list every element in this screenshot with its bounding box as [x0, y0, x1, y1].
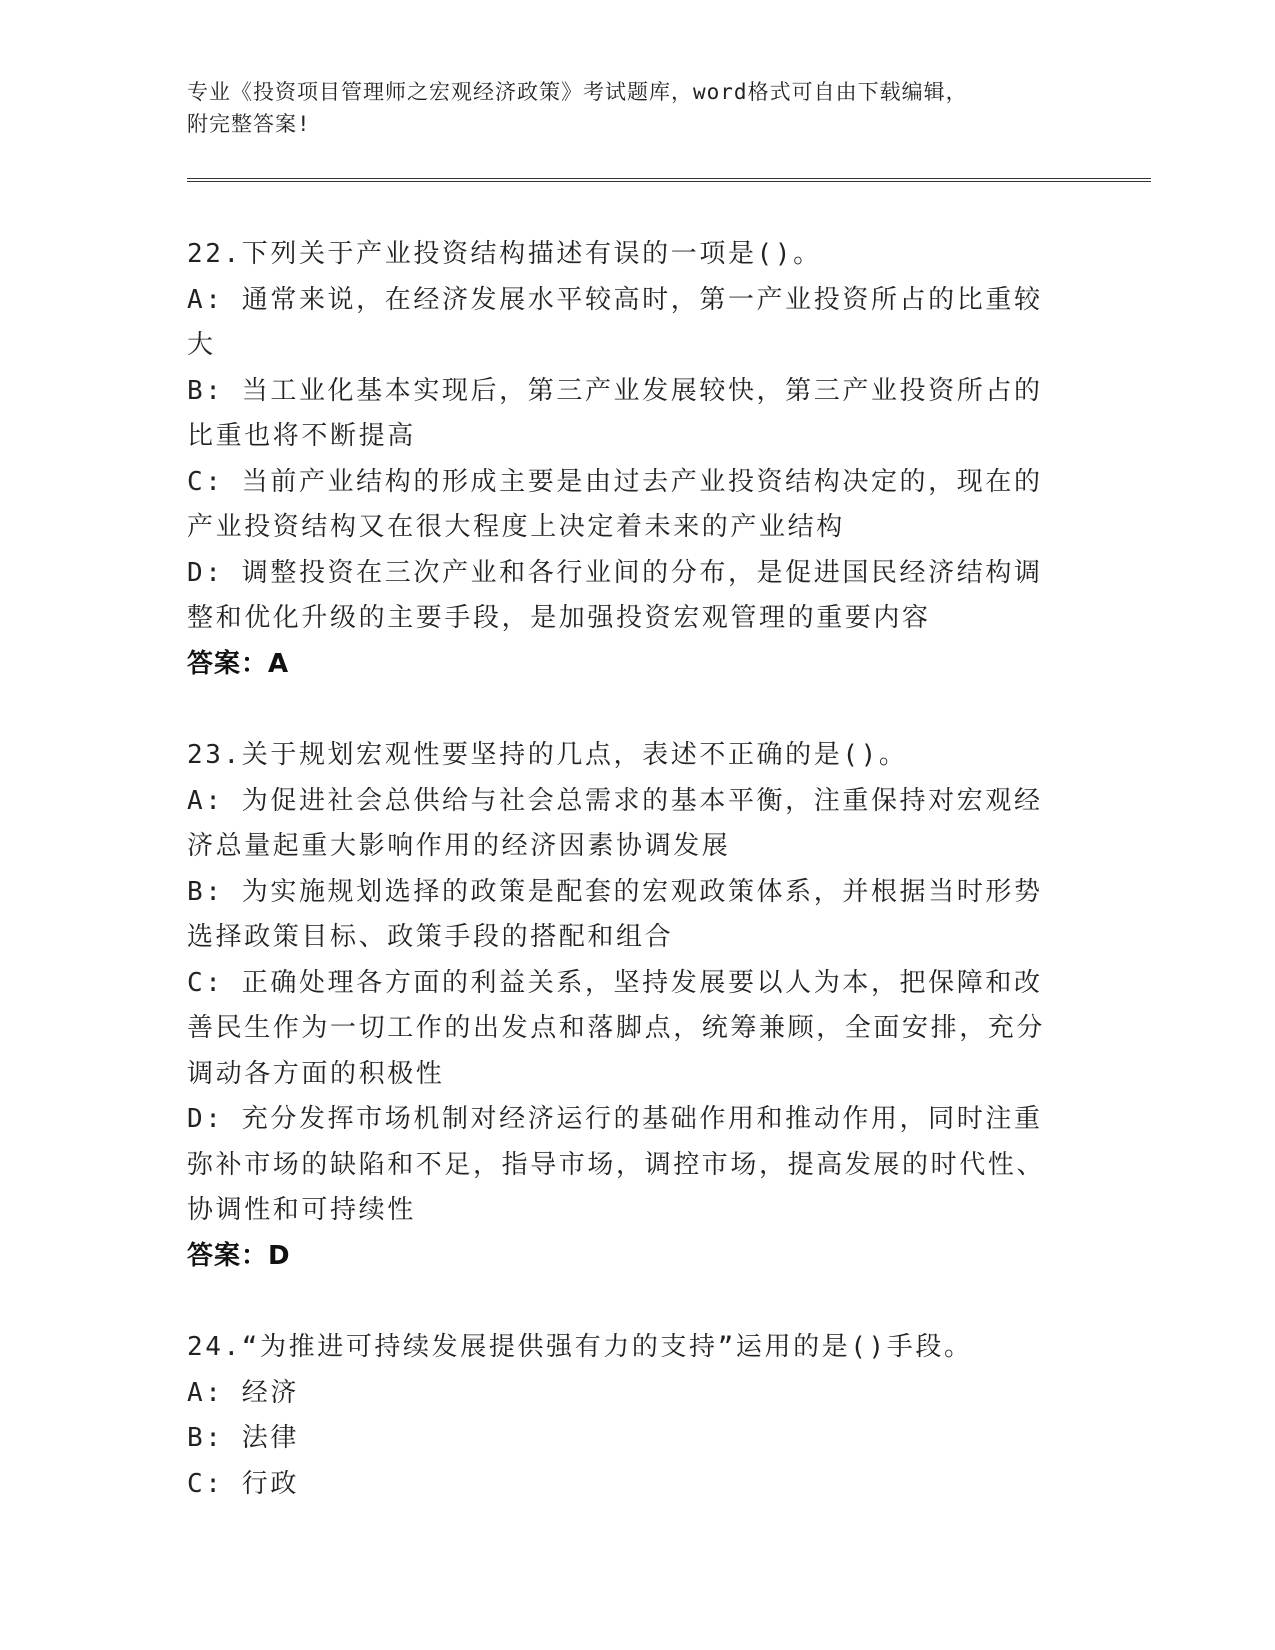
question-stem: 23.关于规划宏观性要坚持的几点，表述不正确的是()。 [187, 740, 908, 770]
option-b: B: 当工业化基本实现后，第三产业发展较快，第三产业投资所占的比重也将不断提高 [187, 375, 1043, 451]
question-stem: 24.“为推进可持续发展提供强有力的支持”运用的是()手段。 [187, 1332, 973, 1362]
question-24 [187, 1325, 1067, 1507]
answer-line: 答案：A [187, 648, 290, 679]
option-c: C: 正确处理各方面的利益关系，坚持发展要以人为本，把保障和改善民生作为一切工作的出发点和落脚点，统筹兼顾，全面安排，充分调动各方面的积极性 [187, 967, 1046, 1089]
option-b: B: 为实施规划选择的政策是配套的宏观政策体系，并根据当时形势选择政策目标、政策手段的搭配和组合 [187, 876, 1043, 952]
option-a: A: 通常来说，在经济发展水平较高时，第一产业投资所占的比重较大 [187, 284, 1043, 360]
question-23 [187, 733, 1067, 1279]
option-c: C: 行政 [187, 1468, 299, 1499]
header-double-rule [187, 178, 1151, 182]
question-stem: 22.下列关于产业投资结构描述有误的一项是()。 [187, 239, 822, 269]
option-c: C: 当前产业结构的形成主要是由过去产业投资结构决定的，现在的产业投资结构又在很大程度上决定着未来的产业结构 [187, 466, 1043, 542]
option-b: B: 法律 [187, 1423, 299, 1453]
header-note [187, 76, 1067, 140]
option-a: A: 经济 [187, 1377, 299, 1408]
header-note-line-1: 专业《投资项目管理师之宏观经济政策》考试题库，word格式可自由下载编辑， [187, 80, 968, 104]
question-22 [187, 232, 1067, 687]
option-d: D: 充分发挥市场机制对经济运行的基础作用和推动作用，同时注重弥补市场的缺陷和不足，指导市场，调控市场，提高发展的时代性、协调性和可持续性 [187, 1104, 1046, 1225]
answer-line: 答案：D [187, 1240, 291, 1271]
question-list [187, 232, 1067, 1553]
option-d: D: 调整投资在三次产业和各行业间的分布，是促进国民经济结构调整和优化升级的主要手段，是加强投资宏观管理的重要内容 [187, 557, 1043, 633]
header-note-line-2: 附完整答案! [187, 112, 311, 136]
option-a: A: 为促进社会总供给与社会总需求的基本平衡，注重保持对宏观经济总量起重大影响作用的经济因素协调发展 [187, 785, 1043, 861]
